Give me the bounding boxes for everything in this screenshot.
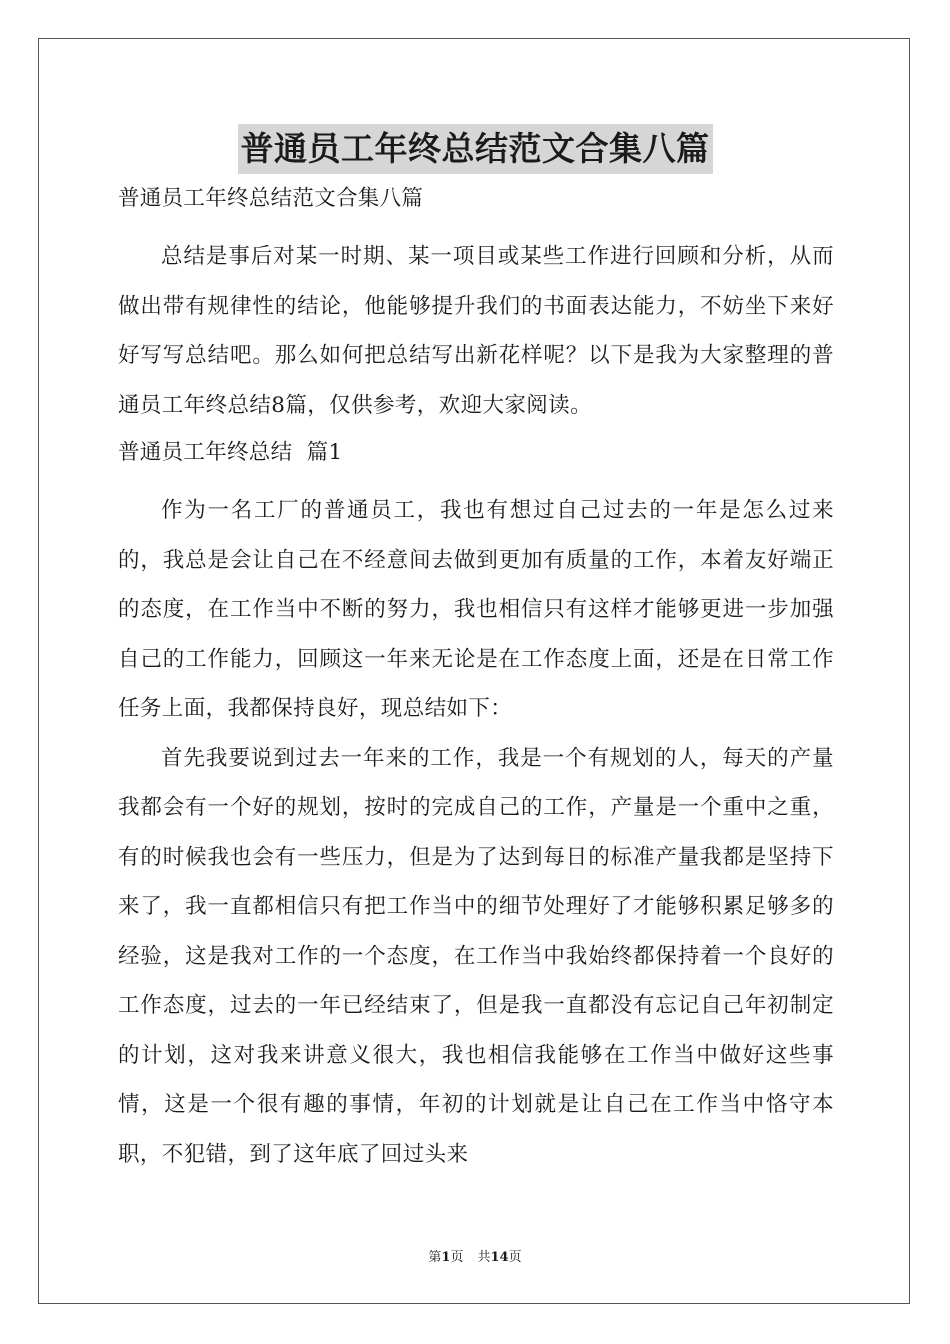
- total-suffix: 页: [508, 1250, 522, 1265]
- page-suffix: 页: [450, 1250, 464, 1265]
- intro-paragraph: 总结是事后对某一时期、某一项目或某些工作进行回顾和分析，从而做出带有规律性的结论，他能够提升我们的书面表达能力，不妨坐下来好好写写总结吧。那么如何把总结写出新花样呢？以下是我为大家整理的普通员工年终总结8篇，仅供参考，欢迎大家阅读。: [118, 244, 834, 418]
- page-prefix: 第: [428, 1250, 442, 1265]
- document-title: 普通员工年终总结范文合集八篇: [238, 124, 713, 174]
- section-heading: 普通员工年终总结 篇1: [118, 440, 343, 465]
- title-container: [0, 124, 950, 174]
- body-paragraph-2: 首先我要说到过去一年来的工作，我是一个有规划的人，每天的产量我都会有一个好的规划，按时的完成自己的工作，产量是一个重中之重，有的时候我也会有一些压力，但是为了达到每日的标准产量我都是坚持下来了，我一直都相信只有把工作当中的细节处理好了才能够积累足够多的经验，这是我对工作的一个态度，在工作当中我始终都保持着一个良好的工作态度，过去的一年已经结束了，但是我一直都没有忘记自己年初制定的计划，这对我来讲意义很大，我也相信我能够在工作当中做好这些事情，这是一个很有趣的事情，年初的计划就是让自己在工作当中恪守本职，不犯错，到了这年底了回过头来: [118, 745, 834, 1167]
- total-prefix: 共: [477, 1250, 491, 1265]
- document-body: [118, 176, 834, 1179]
- page-number: 1: [441, 1250, 451, 1265]
- page-footer: [0, 1246, 950, 1265]
- body-paragraph-1: 作为一名工厂的普通员工，我也有想过自己过去的一年是怎么过来的，我总是会让自己在不经意间去做到更加有质量的工作，本着友好端正的态度，在工作当中不断的努力，我也相信只有这样才能够更进一步加强自己的工作能力，回顾这一年来无论是在工作态度上面，还是在日常工作任务上面，我都保持良好，现总结如下：: [118, 498, 834, 721]
- document-subtitle: 普通员工年终总结范文合集八篇: [118, 186, 424, 211]
- total-pages: 14: [490, 1250, 509, 1265]
